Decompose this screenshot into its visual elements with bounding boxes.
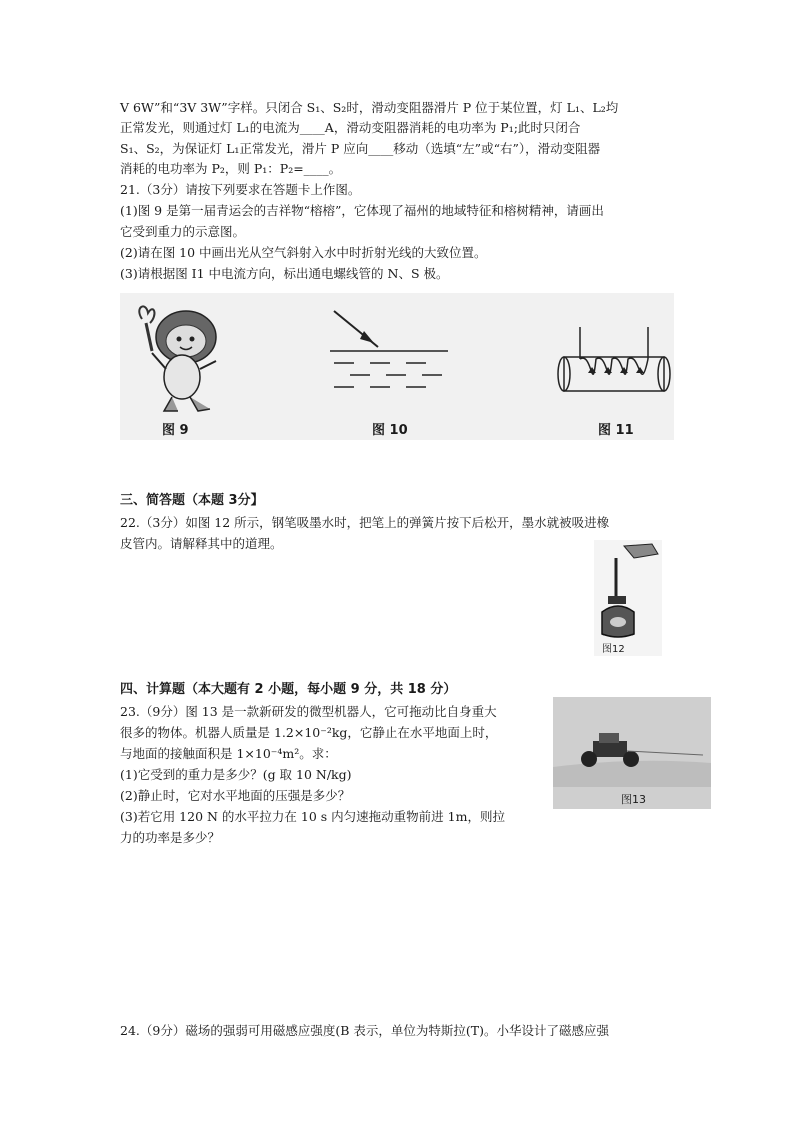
q21-heading: 21.（3分）请按下列要求在答题卡上作图。	[120, 182, 361, 197]
figure-12-pen-ink-drawing	[594, 540, 662, 640]
figure-10-refraction-diagram	[320, 301, 460, 411]
q20-line-3: S₁、S₂，为保证灯 L₁正常发光，滑片 P 应向____移动（选填“左”或“右”），滑动变阻器	[120, 141, 601, 156]
section-3-title: 三、简答题（本题 3分】	[120, 493, 264, 508]
figure-9-mascot-image	[124, 299, 234, 419]
figure-13-image	[553, 697, 711, 809]
q23-item-3b: 力的功率是多少？	[120, 830, 221, 845]
q21-item-3: (3)请根据图 I1 中电流方向，标出通电螺线管的 N、S 极。	[120, 266, 449, 281]
q23-line-3: 与地面的接触面积是 1×10⁻⁴m²。求：	[120, 746, 337, 761]
figure-strip-9-11	[120, 293, 674, 440]
q21-item-1a: (1)图 9 是第一届青运会的吉祥物“榕榕”，它体现了福州的地域特征和榕树精神，请画出	[120, 203, 604, 218]
figure-11-solenoid-diagram	[552, 317, 672, 417]
q21-item-2: (2)请在图 10 中画出光从空气斜射入水中时折射光线的大致位置。	[120, 245, 487, 260]
figure-13-caption: 图13	[621, 793, 646, 806]
q23-item-3a: (3)若它用 120 N 的水平拉力在 10 s 内匀速拖动重物前进 1m，则拉	[120, 809, 505, 824]
q23-line-1: 23.（9分）图 13 是一款新研发的微型机器人，它可拖动比自身重大	[120, 704, 497, 719]
figure-13-robot-photo	[553, 697, 711, 787]
figure-11-caption: 图 11	[598, 423, 634, 438]
figure-9-caption: 图 9	[162, 423, 189, 438]
q23-line-2: 很多的物体。机器人质量是 1.2×10⁻²kg，它静止在水平地面上时，	[120, 725, 498, 740]
q23-item-2: (2)静止时，它对水平地面的压强是多少？	[120, 788, 351, 803]
q23-item-1: (1)它受到的重力是多少？(g 取 10 N/kg)	[120, 767, 352, 782]
q20-line-4: 消耗的电功率为 P₂，则 P₁：P₂=____。	[120, 161, 342, 176]
q20-line-1: V 6W”和“3V 3W”字样。只闭合 S₁、S₂时，滑动变阻器滑片 P 位于某位置，灯 L₁、L₂均	[120, 100, 619, 115]
q22-line-1: 22.（3分）如图 12 所示，钢笔吸墨水时，把笔上的弹簧片按下后松开，墨水就被吸进橡	[120, 515, 610, 530]
q22-line-2: 皮管内。请解释其中的道理。	[120, 536, 283, 551]
figure-12-image	[594, 540, 662, 656]
q24-line-1: 24.（9分）磁场的强弱可用磁感应强度(B 表示，单位为特斯拉(T)。小华设计了磁感应强	[120, 1023, 609, 1038]
q21-item-1b: 它受到重力的示意图。	[120, 224, 246, 239]
section-4-title: 四、计算题（本大题有 2 小题，每小题 9 分，共 18 分）	[120, 682, 457, 697]
q20-line-2: 正常发光，则通过灯 L₁的电流为____A，滑动变阻器消耗的电功率为 P₁;此时只闭合	[120, 120, 581, 135]
figure-10-caption: 图 10	[372, 423, 408, 438]
figure-12-caption: 图12	[602, 644, 625, 655]
